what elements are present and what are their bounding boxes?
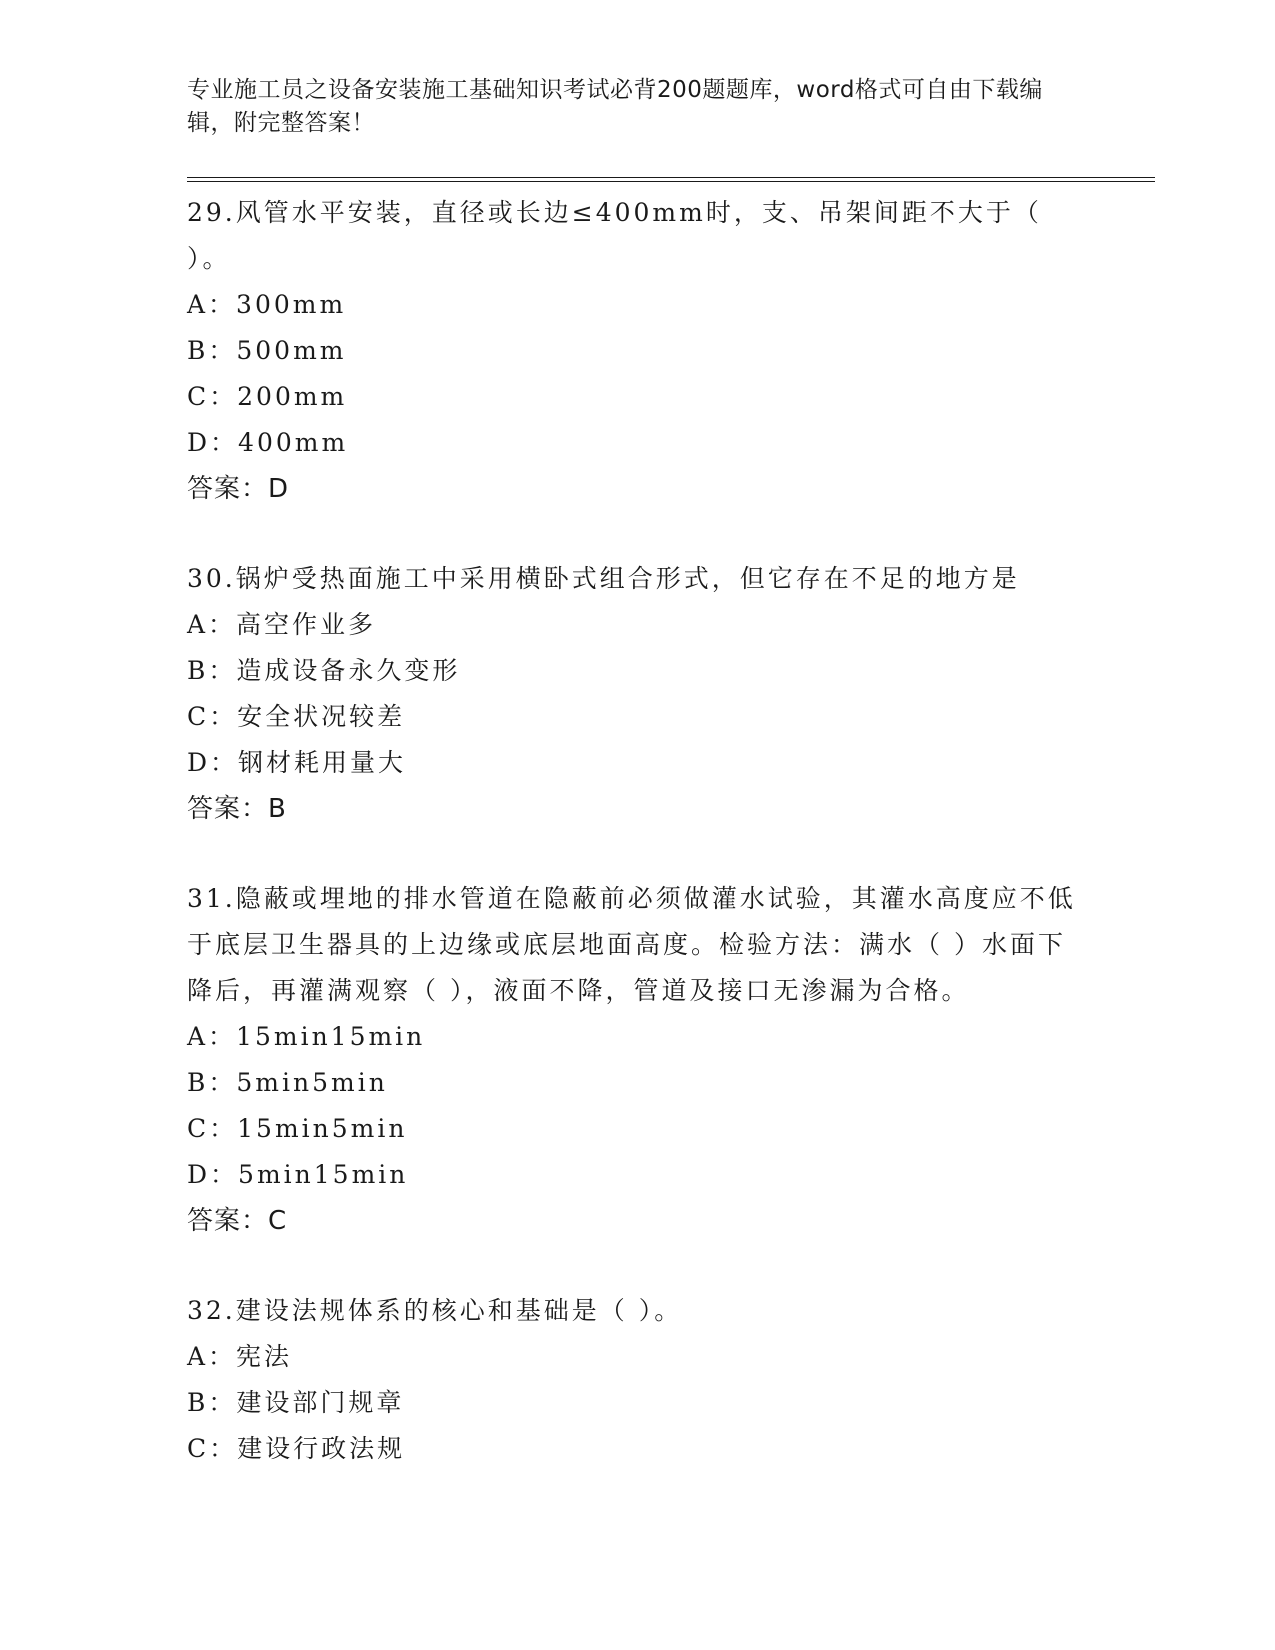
document-page [187,74,1155,1472]
question-stem: 29.风管水平安装，直径或长边≤400mm时，支、吊架间距不大于（ ）。 [187,197,1042,273]
question-30 [187,556,1155,832]
option-a: A：300mm [187,289,347,319]
spacer [187,512,1155,556]
header-double-rule [187,177,1155,182]
question-stem: 31.隐蔽或埋地的排水管道在隐蔽前必须做灌水试验，其灌水高度应不低于底层卫生器具的上边缘或底层地面高度。检验方法：满水（ ）水面下降后，再灌满观察（ ），液面不降，管道及接口无渗漏为合格。 [187,883,1076,1005]
option-b: B：500mm [187,335,347,365]
option-d: D：400mm [187,427,349,457]
question-29 [187,190,1155,512]
option-b: B：5min5min [187,1067,388,1097]
spacer [187,832,1155,876]
answer: 答案：B [187,793,287,824]
question-stem: 30.锅炉受热面施工中采用横卧式组合形式，但它存在不足的地方是 [187,563,1020,593]
question-31 [187,876,1155,1244]
answer: 答案：C [187,1205,288,1236]
option-a: A：15min15min [187,1021,426,1051]
option-c: C：安全状况较差 [187,701,406,731]
option-a: A：高空作业多 [187,609,377,639]
spacer [187,1244,1155,1288]
answer: 答案：D [187,473,290,504]
option-c: C：200mm [187,381,348,411]
question-32 [187,1288,1155,1472]
option-b: B：造成设备永久变形 [187,655,461,685]
option-b: B：建设部门规章 [187,1387,405,1417]
option-d: D：钢材耗用量大 [187,747,407,777]
option-c: C：建设行政法规 [187,1433,406,1463]
option-a: A：宪法 [187,1341,293,1371]
option-c: C：15min5min [187,1113,408,1143]
option-d: D：5min15min [187,1159,409,1189]
question-stem: 32.建设法规体系的核心和基础是（ ）。 [187,1295,683,1325]
document-header: 专业施工员之设备安装施工基础知识考试必背200题题库，word格式可自由下载编辑，附完整答案！ [187,77,1043,136]
